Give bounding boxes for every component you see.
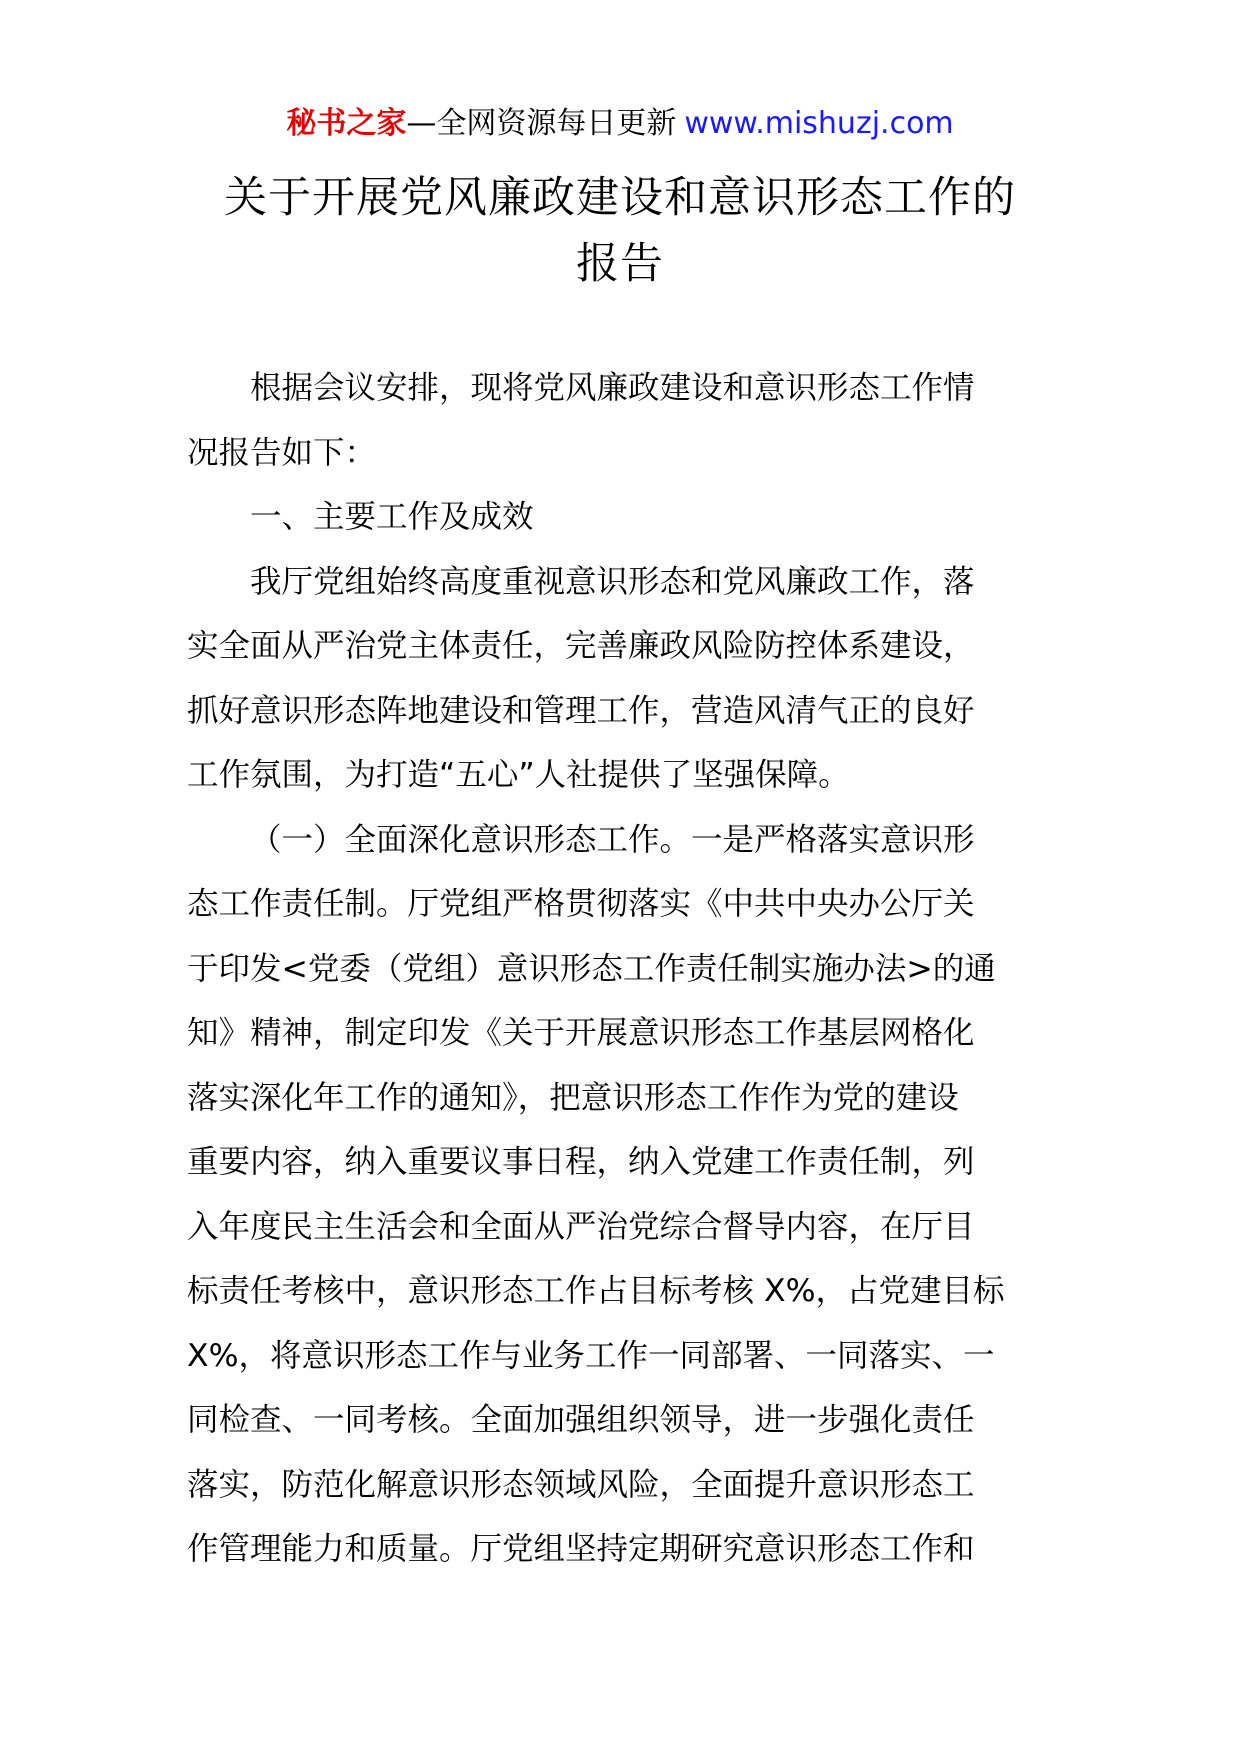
- site-brand: 秘书之家: [286, 106, 407, 141]
- body-line: 落实，防范化解意识形态领域风险，全面提升意识形态工: [187, 1466, 975, 1503]
- site-url-link[interactable]: www.mishuzj.com: [684, 106, 954, 141]
- body-line: 实全面从严治党主体责任，完善廉政风险防控体系建设，: [187, 628, 975, 664]
- body-line: 作管理能力和质量。厅党组坚持定期研究意识形态工作和: [187, 1531, 975, 1567]
- site-tagline: —全网资源每日更新: [406, 106, 677, 141]
- document-title: [150, 165, 1090, 297]
- title-line-2: 报告: [576, 239, 664, 289]
- section-heading: 一、主要工作及成效: [250, 499, 534, 535]
- body-line: 同检查、一同考核。全面加强组织领导，进一步强化责任: [187, 1402, 975, 1438]
- title-line-1: 关于开展党风廉政建设和意识形态工作的: [224, 173, 1016, 223]
- body-line: 落实深化年工作的通知》，把意识形态工作作为党的建设: [187, 1079, 959, 1116]
- body-line: 标责任考核中，意识形态工作占目标考核 X%，占党建目标: [187, 1273, 1005, 1309]
- body-line: 态工作责任制。厅党组严格贯彻落实《中共中央办公厅关: [187, 886, 975, 922]
- body-line: 根据会议安排，现将党风廉政建设和意识形态工作情: [250, 370, 975, 406]
- body-line: 工作氛围，为打造“五心”人社提供了坚强保障。: [187, 757, 850, 793]
- body-line: 于印发<党委（党组）意识形态工作责任制实施办法>的通: [187, 950, 996, 987]
- document-body: [187, 356, 1053, 1582]
- body-line: 重要内容，纳入重要议事日程，纳入党建工作责任制，列: [187, 1144, 975, 1180]
- body-line: 抓好意识形态阵地建设和管理工作，营造风清气正的良好: [187, 692, 975, 729]
- site-header: [0, 100, 1240, 148]
- body-line: 知》精神，制定印发《关于开展意识形态工作基层网格化: [187, 1015, 975, 1051]
- subsection-line: （一）全面深化意识形态工作。一是严格落实意识形: [250, 821, 975, 858]
- body-line: X%，将意识形态工作与业务工作一同部署、一同落实、一: [187, 1337, 995, 1374]
- body-line: 况报告如下：: [187, 434, 377, 471]
- body-line: 入年度民主生活会和全面从严治党综合督导内容，在厅目: [187, 1208, 975, 1245]
- body-line: 我厅党组始终高度重视意识形态和党风廉政工作，落: [250, 563, 975, 600]
